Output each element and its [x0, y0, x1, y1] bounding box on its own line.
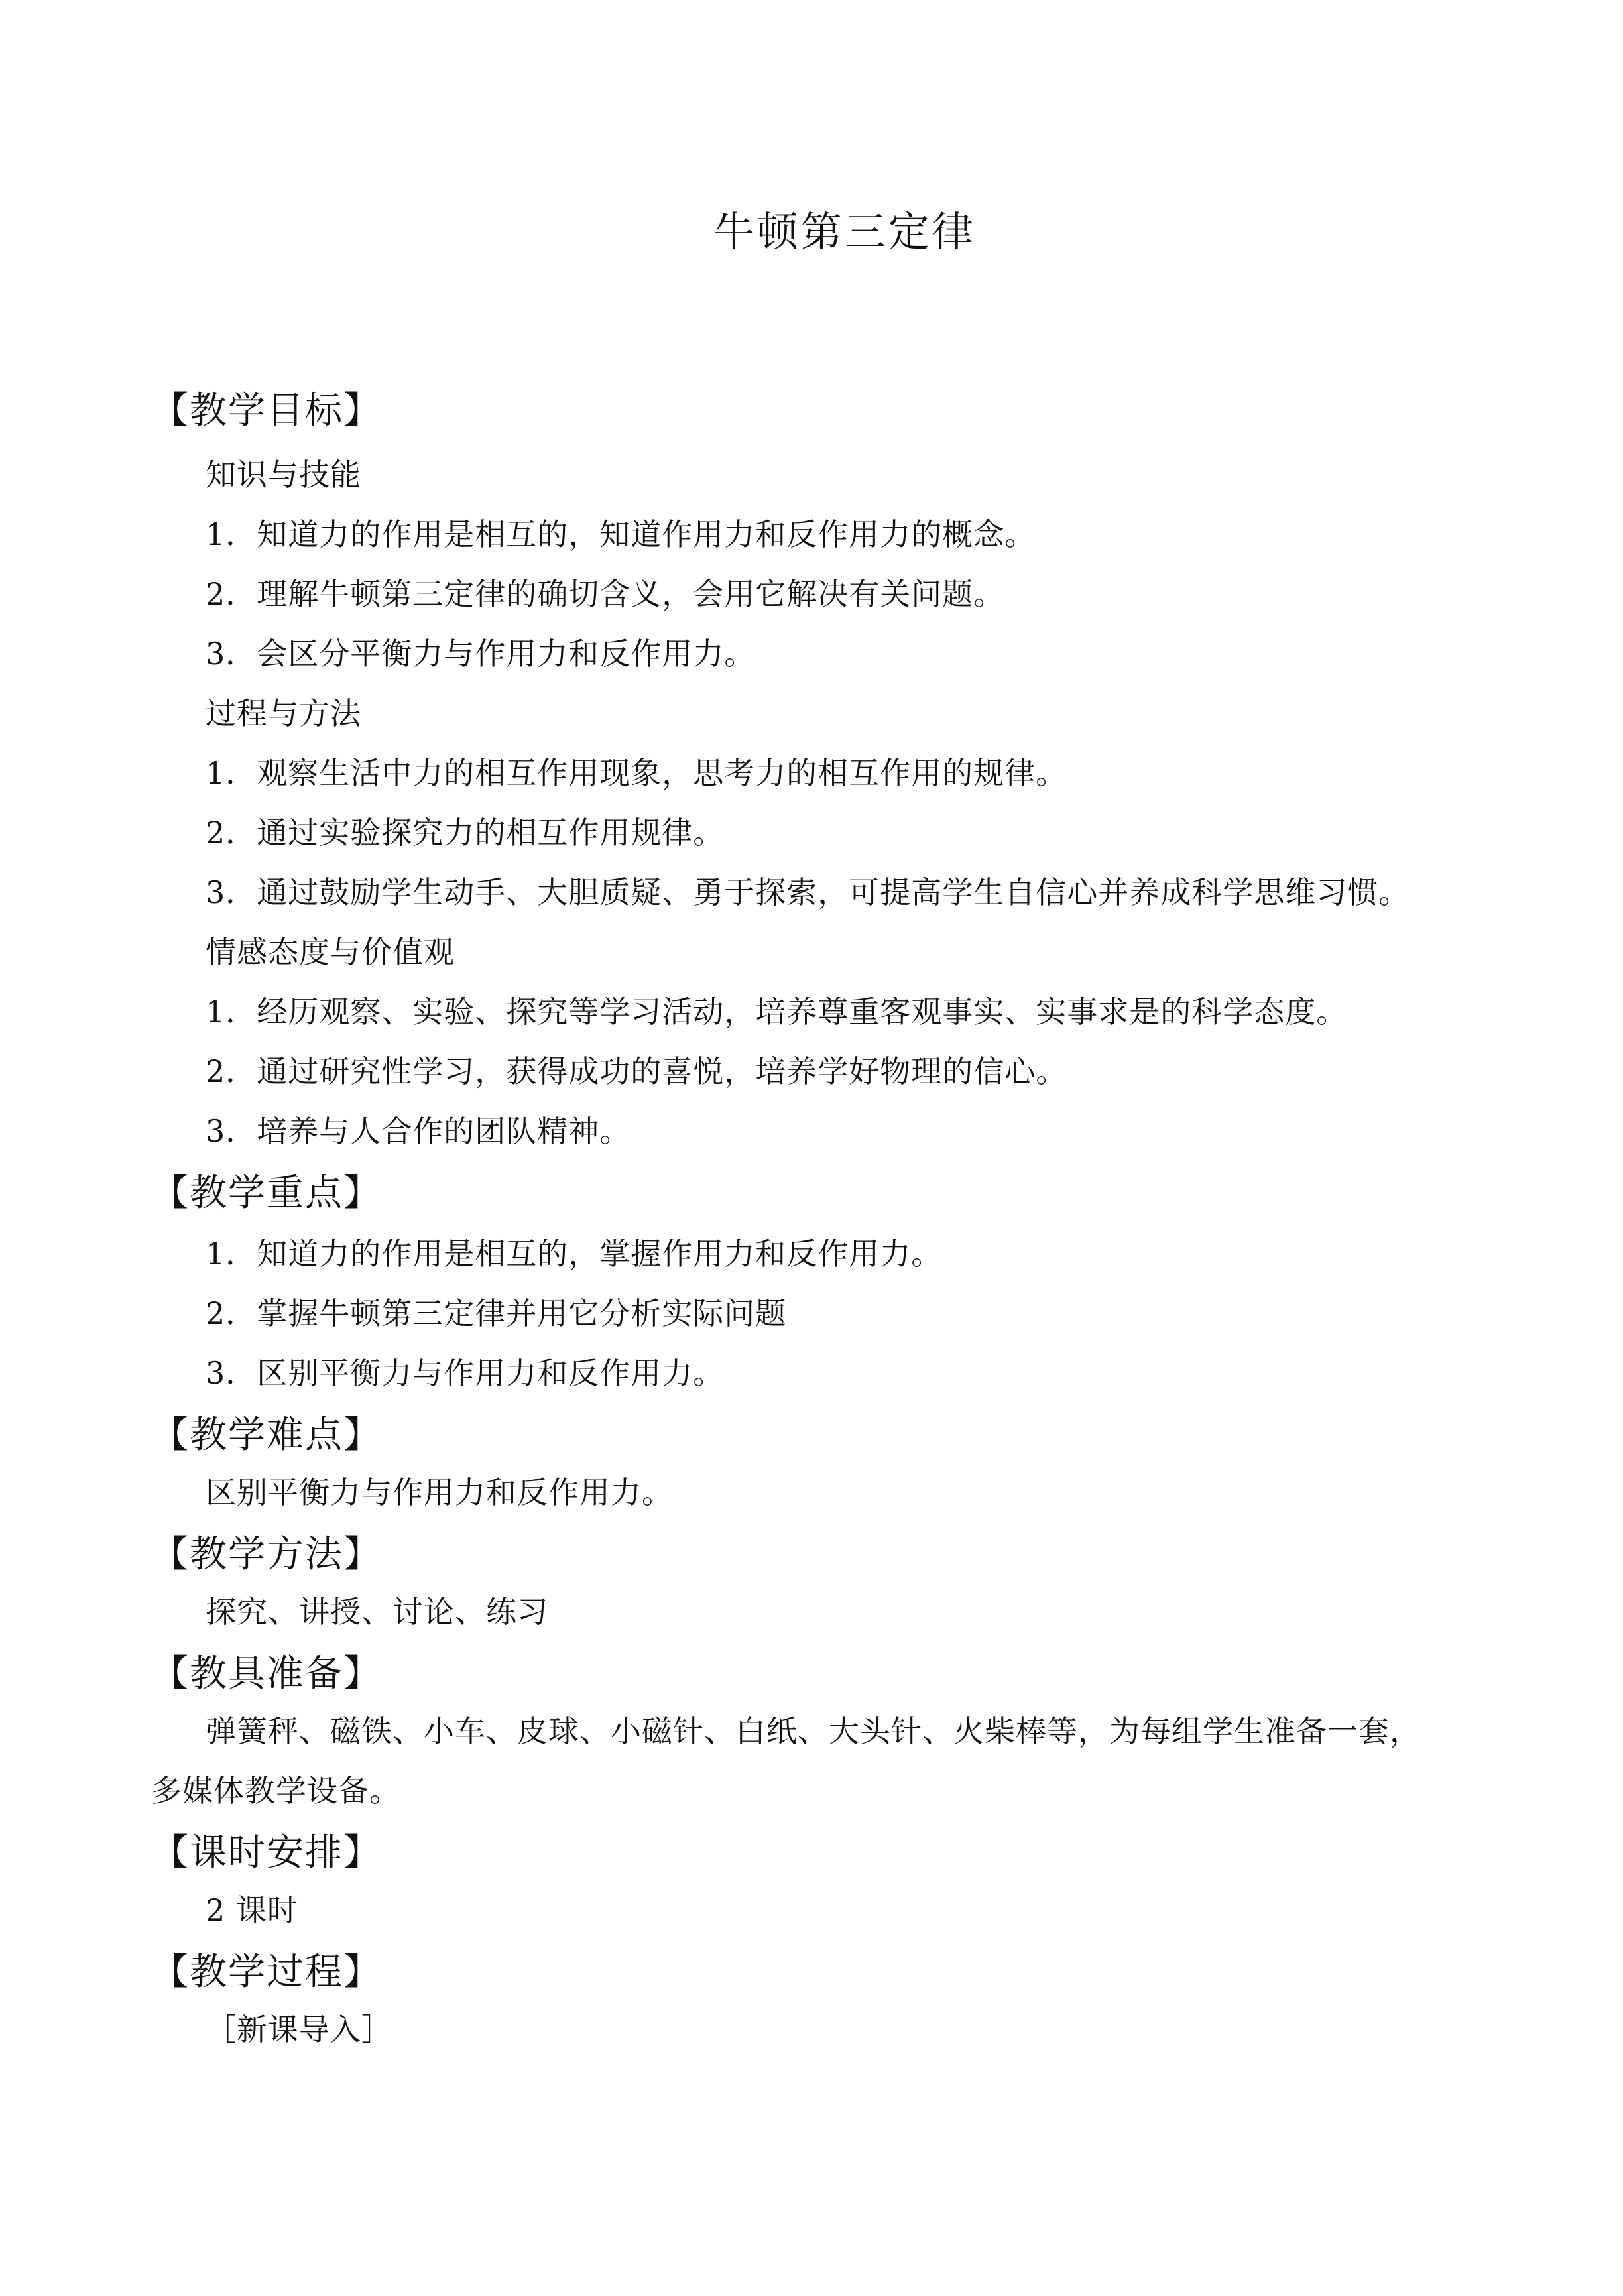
paragraph: 探究、讲授、讨论、练习 — [206, 1594, 548, 1630]
subsection-label: 过程与方法 — [206, 695, 361, 731]
paragraph: 区别平衡力与作用力和反作用力。 — [206, 1475, 673, 1510]
list-item: 1．知道力的作用是相互的，掌握作用力和反作用力。 — [206, 1236, 943, 1272]
list-item: 3．培养与人合作的团队精神。 — [206, 1113, 631, 1149]
subsection-label: 知识与技能 — [206, 457, 361, 493]
section-heading: 【教学目标】 — [151, 389, 382, 432]
list-item: 3．通过鼓励学生动手、大胆质疑、勇于探索，可提高学生自信心并养成科学思维习惯。 — [206, 875, 1410, 910]
list-item: 2．通过实验探究力的相互作用规律。 — [206, 815, 725, 851]
section-heading: 【教学重点】 — [151, 1172, 382, 1215]
paragraph: 2 课时 — [206, 1892, 298, 1928]
section-heading: 【教学过程】 — [151, 1951, 382, 1994]
list-item: 1．经历观察、实验、探究等学习活动，培养尊重客观事实、实事求是的科学态度。 — [206, 994, 1348, 1030]
list-item: 3．区别平衡力与作用力和反作用力。 — [206, 1355, 725, 1391]
paragraph: ［新课导入］ — [206, 2012, 392, 2047]
list-item: 2．理解牛顿第三定律的确切含义，会用它解决有关问题。 — [206, 576, 1005, 612]
section-heading: 【课时安排】 — [151, 1831, 382, 1874]
section-heading: 【教学方法】 — [151, 1533, 382, 1576]
list-item: 1．观察生活中力的相互作用现象，思考力的相互作用的规律。 — [206, 755, 1067, 791]
list-item: 3．会区分平衡力与作用力和反作用力。 — [206, 636, 756, 672]
subsection-label: 情感态度与价值观 — [206, 934, 455, 970]
paragraph-continuation: 多媒体教学设备。 — [151, 1773, 400, 1809]
list-item: 1．知道力的作用是相互的，知道作用力和反作用力的概念。 — [206, 516, 1036, 552]
paragraph: 弹簧秤、磁铁、小车、皮球、小磁针、白纸、大头针、火柴棒等，为每组学生准备一套， — [206, 1713, 1421, 1749]
section-heading: 【教具准备】 — [151, 1652, 382, 1695]
page-title: 牛顿第三定律 — [713, 208, 976, 256]
list-item: 2．通过研究性学习，获得成功的喜悦，培养学好物理的信心。 — [206, 1054, 1067, 1089]
section-heading: 【教学难点】 — [151, 1414, 382, 1457]
list-item: 2．掌握牛顿第三定律并用它分析实际问题 — [206, 1296, 787, 1331]
